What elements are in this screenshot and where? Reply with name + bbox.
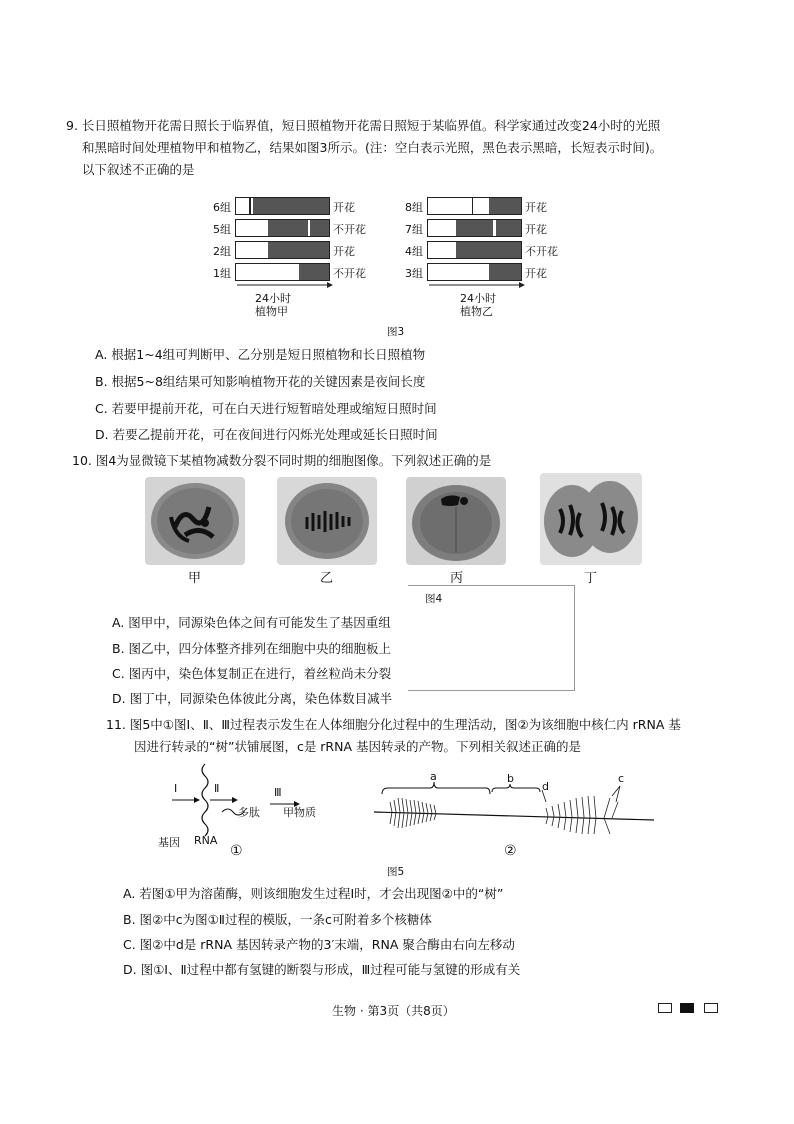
plant-b-dark-segment (456, 242, 521, 258)
plant-a-group-label: 6组 (213, 201, 231, 214)
q10-option-a: A. 图甲中，同源染色体之间有可能发生了基因重组 (112, 615, 391, 630)
plant-b-photoperiod-bar (427, 219, 522, 237)
q11-option-a: A. 若图①甲为溶菌酶，则该细胞发生过程Ⅰ时，才会出现图②中的“树” (123, 886, 504, 901)
plant-a-dark-segment (268, 220, 329, 236)
q9-option-c: C. 若要甲提前开花，可在白天进行短暂暗处理或缩短日照时间 (95, 401, 437, 416)
plant-b-dark-segment (456, 220, 521, 236)
q11-option-d: D. 图①Ⅰ、Ⅱ过程中都有氢键的断裂与形成，Ⅲ过程可能与氢键的形成有关 (123, 962, 521, 977)
plant-a-dark-segment (253, 198, 329, 214)
plant-b-result-label: 开花 (525, 223, 547, 236)
plant-a-result-label: 开花 (333, 201, 355, 214)
photo-label-jia: 甲 (188, 571, 202, 586)
right-axis-label: 24小时 (460, 292, 496, 305)
q10-option-b: B. 图乙中，四分体整齐排列在细胞中央的细胞板上 (112, 641, 392, 656)
left-time-arrow (235, 280, 335, 290)
q11-option-c: C. 图②中d是 rRNA 基因转录产物的3′末端，RNA 聚合酶由右向左移动 (123, 937, 515, 952)
plant-b-result-label: 开花 (525, 201, 547, 214)
plant-b-group-label: 3组 (405, 267, 423, 280)
q11-line1: 11. 图5中①图Ⅰ、Ⅱ、Ⅲ过程表示发生在人体细胞分化过程中的生理活动，图②为该细胞中核仁内 rRNA 基 (106, 717, 681, 732)
answer-box-outline (408, 585, 575, 691)
q9-option-d: D. 若要乙提前开花，可在夜间进行闪烁光处理或延长日照时间 (95, 427, 438, 442)
polypeptide-label: 多肽 (238, 806, 260, 819)
label-a: a (430, 770, 437, 783)
plant-a-dark-pulse (249, 198, 251, 214)
plant-b-result-label: 开花 (525, 267, 547, 280)
footer-marker-right (704, 1003, 718, 1013)
q9-stem (66, 115, 756, 181)
cell-photo-ding (540, 473, 642, 565)
left-plant-label: 植物甲 (255, 305, 288, 318)
figure-4-caption: 图4 (425, 593, 443, 605)
q11-line2: 因进行转录的“树”状铺展图，c是 rRNA 基因转录的产物。下列相关叙述正确的是 (134, 739, 581, 754)
plant-b-photoperiod-bar (427, 241, 522, 259)
q11-stem (106, 714, 756, 758)
diagram-1 (150, 762, 350, 862)
plant-a-photoperiod-bar (235, 241, 330, 259)
right-plant-label: 植物乙 (460, 305, 493, 318)
cell-photo-yi (277, 477, 377, 565)
roman-2: Ⅱ (214, 782, 220, 795)
plant-a-result-label: 不开花 (333, 223, 366, 236)
plant-a-photoperiod-bar (235, 263, 330, 281)
arrow-2 (210, 796, 238, 804)
plant-a-result-label: 不开花 (333, 267, 366, 280)
roman-1: Ⅰ (174, 782, 178, 795)
arrow-1 (172, 796, 200, 804)
gene-label: 基因 (158, 836, 180, 849)
plant-a-photoperiod-bar (235, 219, 330, 237)
plant-a-group-label: 1组 (213, 267, 231, 280)
protein-label: 甲物质 (283, 806, 316, 819)
plant-a-dark-segment (268, 242, 329, 258)
plant-b-photoperiod-bar (427, 197, 522, 215)
photo-label-yi: 乙 (320, 571, 334, 586)
q10-stem: 10. 图4为显微镜下某植物减数分裂不同时期的细胞图像。下列叙述正确的是 (72, 453, 492, 468)
photo-label-ding: 丁 (584, 571, 598, 586)
cell-photo-bing (406, 477, 506, 565)
rna-label: RNA (194, 834, 218, 847)
diagram-2 (372, 770, 662, 860)
diagram-1-number: ① (230, 843, 243, 859)
plant-b-photoperiod-bar (427, 263, 522, 281)
q10-option-c: C. 图丙中，染色体复制正在进行，着丝粒尚未分裂 (112, 666, 392, 681)
plant-b-group-label: 7组 (405, 223, 423, 236)
plant-b-dark-segment (489, 264, 521, 280)
figure-3 (205, 197, 585, 327)
page-footer: 生物 · 第3页（共8页） (332, 1004, 455, 1018)
plant-b-group-label: 8组 (405, 201, 423, 214)
plant-a-photoperiod-bar (235, 197, 330, 215)
q10-option-d: D. 图丁中，同源染色体彼此分离，染色体数目减半 (112, 691, 393, 706)
plant-a-dark-segment (299, 264, 329, 280)
right-time-arrow (427, 280, 527, 290)
roman-3: Ⅲ (274, 786, 282, 799)
figure-5-caption: 图5 (387, 866, 405, 878)
q9-line3: 以下叙述不正确的是 (82, 162, 195, 177)
plant-b-dark-pulse (472, 198, 474, 214)
transcription-tree (372, 778, 662, 838)
plant-b-light-pulse (493, 220, 496, 236)
cell-photo-jia (145, 477, 245, 565)
plant-b-result-label: 不开花 (525, 245, 558, 258)
footer-marker-center (680, 1003, 694, 1013)
plant-a-light-pulse (308, 220, 311, 236)
q11-option-b: B. 图②中c为图①Ⅱ过程的模版，一条c可附着多个核糖体 (123, 912, 432, 927)
label-b: b (507, 772, 514, 785)
plant-b-group-label: 4组 (405, 245, 423, 258)
diagram-2-number: ② (504, 843, 517, 859)
q9-line1: 9. 长日照植物开花需日照长于临界值，短日照植物开花需日照短于某临界值。科学家通过改变24小时的光照 (66, 118, 661, 133)
q9-line2: 和黑暗时间处理植物甲和植物乙，结果如图3所示。(注：空白表示光照，黑色表示黑暗，长短表示时间)。 (82, 140, 663, 155)
figure-3-caption: 图3 (387, 326, 405, 338)
photo-label-bing: 丙 (450, 571, 464, 586)
left-axis-label: 24小时 (255, 292, 291, 305)
q9-option-a: A. 根据1~4组可判断甲、乙分别是短日照植物和长日照植物 (95, 347, 426, 362)
plant-a-result-label: 开花 (333, 245, 355, 258)
label-d: d (542, 780, 549, 793)
footer-marker-left (658, 1003, 672, 1013)
plant-a-group-label: 5组 (213, 223, 231, 236)
plant-b-dark-segment (489, 198, 521, 214)
q9-option-b: B. 根据5~8组结果可知影响植物开花的关键因素是夜间长度 (95, 374, 426, 389)
label-c: c (618, 772, 625, 785)
plant-a-group-label: 2组 (213, 245, 231, 258)
